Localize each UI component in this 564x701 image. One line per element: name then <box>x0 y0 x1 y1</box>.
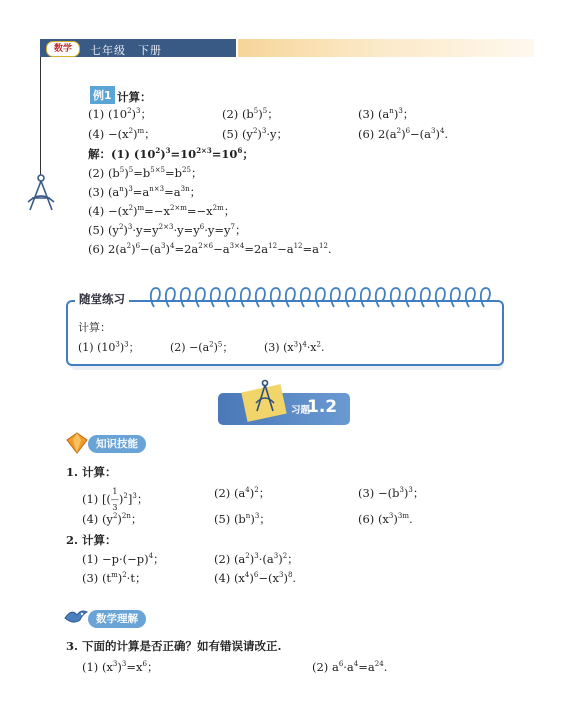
header-decoration <box>238 39 534 57</box>
solution-line: (2) $(b^5)^5=b^{5\times 5}=b^{25}$； <box>88 166 203 180</box>
spiral-binding-icon <box>148 285 498 311</box>
question-item: (2) $(a^2)^3\cdot(a^3)^2$； <box>214 552 299 566</box>
bird-icon <box>63 606 89 626</box>
example-problem: (5) $(y^2)^3\cdot y$； <box>222 127 289 141</box>
subject-badge: 数学 <box>46 41 80 57</box>
practice-item: (1) $(10^3)^3$； <box>78 340 140 354</box>
question-stem: 1. 计算： <box>66 465 117 479</box>
compass-icon <box>252 379 278 415</box>
question-item: (4) $(x^4)^6-(x^3)^8$. <box>214 571 297 585</box>
question-item: (2) $a^6\cdot a^4=a^{24}$. <box>312 660 388 674</box>
example-problem: (3) $(a^n)^3$； <box>358 107 415 121</box>
practice-item: (3) $(x^3)^4\cdot x^2$. <box>264 340 325 354</box>
solution-line: (6) $2(a^2)^6-(a^3)^4=2a^{2\times 6}-a^{3\times 4}=2a^{12}-a^{12}=a^{12}$. <box>88 242 332 256</box>
question-item: (3) $(t^m)^2\cdot t$； <box>82 571 147 585</box>
practice-item: $(2) -(a^2)^5$； <box>170 340 234 354</box>
example-problem: $(4) -(x^2)^m$； <box>88 127 156 141</box>
exercise-label: 习题 <box>291 405 311 416</box>
question-item: (4) $(y^2)^{2n}$； <box>82 512 143 526</box>
example-problem: (2) $(b^5)^5$； <box>222 107 279 121</box>
section-understanding: 数学理解 <box>88 610 146 628</box>
diamond-icon <box>66 432 88 454</box>
header-title: 七年级 下册 <box>90 44 162 57</box>
question-item: (1) [(1 — 3)$^2$]$^3$； <box>82 487 149 512</box>
question-item: (1) $(x^3)^3=x^6$； <box>82 660 159 674</box>
solution-line: $(4) -(x^2)^m=-x^{2\times m}=-x^{2m}$； <box>88 204 236 218</box>
question-stem: 2. 计算： <box>66 533 117 547</box>
practice-title: 随堂练习 <box>75 291 129 307</box>
practice-prompt: 计算： <box>78 321 111 334</box>
question-item: $(3) -(b^3)^3$； <box>358 486 425 500</box>
solution-line: (5) $(y^2)^3\cdot y=y^{2\times 3}\cdot y=y^6\cdot y=y^7$； <box>88 223 247 237</box>
example-problem: (1) $(10^2)^3$； <box>88 107 153 121</box>
compass-icon <box>24 172 58 214</box>
question-item: (6) $(x^3)^{3m}$. <box>358 512 413 526</box>
solution-line: 解：(1) $(10^2)^3=10^{2\times 3}=10^6$； <box>88 146 254 161</box>
question-stem: 3. 下面的计算是否正确？如有错误请改正. <box>66 639 282 653</box>
section-knowledge: 知识技能 <box>88 435 146 453</box>
solution-line: (3) $(a^n)^3=a^{n\times 3}=a^{3n}$； <box>88 185 202 199</box>
question-item: (2) $(a^4)^2$； <box>214 486 271 500</box>
example-problem: (6) $2(a^2)^6-(a^3)^4$. <box>358 127 449 141</box>
question-item: $(1) -p\cdot(-p)^4$； <box>82 552 165 566</box>
margin-line <box>40 57 41 175</box>
example-label: 例1 <box>90 86 115 104</box>
question-item: (5) $(b^n)^3$； <box>214 512 271 526</box>
example-title: 计算： <box>117 90 152 104</box>
exercise-number: 1.2 <box>307 397 338 417</box>
